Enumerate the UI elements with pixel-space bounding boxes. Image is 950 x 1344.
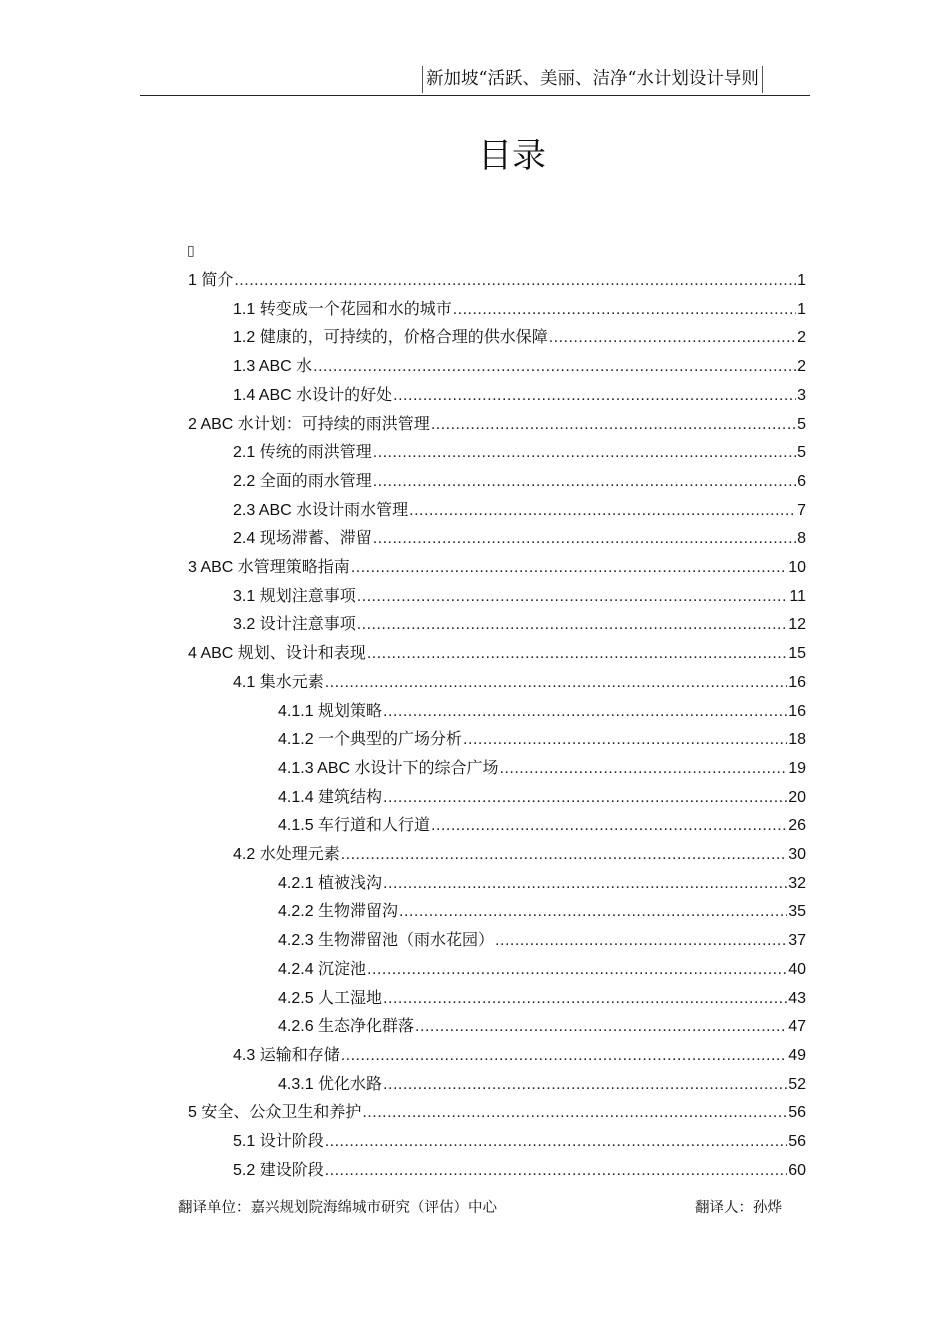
toc-entry-label: 2.3 ABC 水设计雨水管理 bbox=[233, 502, 409, 519]
toc-entry-page-number: 3 bbox=[797, 387, 806, 404]
toc-entry-page-number: 37 bbox=[788, 932, 806, 949]
toc-entry-label: 1 简介 bbox=[188, 272, 234, 289]
toc-entry-page-number: 8 bbox=[797, 530, 806, 547]
toc-entry-label: 3.2 设计注意事项 bbox=[233, 616, 356, 633]
toc-dot-leader bbox=[399, 898, 787, 926]
toc-entry[interactable] bbox=[233, 296, 806, 324]
toc-entry[interactable] bbox=[233, 439, 806, 467]
toc-entry-label: 2.1 传统的雨洪管理 bbox=[233, 444, 372, 461]
toc-entry-page-number: 26 bbox=[788, 817, 806, 834]
toc-entry-page-number: 49 bbox=[788, 1047, 806, 1064]
toc-entry-label: 5.2 建设阶段 bbox=[233, 1162, 324, 1179]
toc-entry-label: 1.2 健康的，可持续的，价格合理的供水保障 bbox=[233, 329, 548, 346]
toc-entry[interactable] bbox=[233, 382, 806, 410]
toc-dot-leader bbox=[383, 698, 787, 726]
toc-entry-label: 3 ABC 水管理策略指南 bbox=[188, 559, 350, 576]
toc-dot-leader bbox=[383, 870, 787, 898]
toc-dot-leader bbox=[463, 726, 787, 754]
toc-entry-page-number: 1 bbox=[797, 272, 806, 289]
toc-entry-page-number: 60 bbox=[788, 1162, 806, 1179]
toc-entry-page-number: 56 bbox=[788, 1133, 806, 1150]
running-header: 新加坡“活跃、美丽、洁净“水计划设计导则 bbox=[422, 66, 763, 93]
toc-entry-label: 4.3 运输和存储 bbox=[233, 1047, 340, 1064]
toc-entry-page-number: 12 bbox=[788, 616, 806, 633]
toc-entry[interactable] bbox=[278, 755, 806, 783]
toc-entry[interactable] bbox=[278, 1071, 806, 1099]
toc-entry-page-number: 52 bbox=[788, 1076, 806, 1093]
toc-entry[interactable] bbox=[188, 411, 806, 439]
toc-entry-label: 4.1.4 建筑结构 bbox=[278, 789, 383, 806]
toc-entry-label: 1.3 ABC 水 bbox=[233, 358, 313, 375]
toc-entry[interactable] bbox=[188, 640, 806, 668]
toc-field-marker-icon: ▯ bbox=[187, 243, 195, 259]
toc-dot-leader bbox=[373, 468, 796, 496]
toc-entry-page-number: 40 bbox=[788, 961, 806, 978]
toc-entry[interactable] bbox=[278, 726, 806, 754]
toc-dot-leader bbox=[325, 669, 788, 697]
toc-dot-leader bbox=[431, 411, 796, 439]
toc-dot-leader bbox=[415, 1013, 787, 1041]
toc-dot-leader bbox=[373, 439, 796, 467]
toc-dot-leader bbox=[500, 755, 788, 783]
toc-dot-leader bbox=[351, 554, 787, 582]
toc-dot-leader bbox=[341, 1042, 788, 1070]
toc-entry-label: 4.2.5 人工湿地 bbox=[278, 990, 383, 1007]
footer-translator: 翻译人：孙烨 bbox=[695, 1200, 782, 1216]
toc-entry[interactable] bbox=[233, 841, 806, 869]
toc-entry-page-number: 47 bbox=[788, 1018, 806, 1035]
toc-entry-page-number: 32 bbox=[788, 875, 806, 892]
toc-entry-page-number: 16 bbox=[788, 703, 806, 720]
toc-entry[interactable] bbox=[278, 927, 806, 955]
toc-dot-leader bbox=[362, 1099, 787, 1127]
toc-entry[interactable] bbox=[233, 583, 806, 611]
toc-entry-label: 4.1.3 ABC 水设计下的综合广场 bbox=[278, 760, 499, 777]
toc-entry-label: 4 ABC 规划、设计和表现 bbox=[188, 645, 366, 662]
toc-entry[interactable] bbox=[278, 784, 806, 812]
toc-entry-page-number: 56 bbox=[788, 1104, 806, 1121]
toc-dot-leader bbox=[409, 497, 796, 525]
toc-entry-page-number: 6 bbox=[797, 473, 806, 490]
toc-entry[interactable] bbox=[278, 812, 806, 840]
toc-entry-page-number: 7 bbox=[797, 502, 806, 519]
toc-entry[interactable] bbox=[278, 985, 806, 1013]
toc-entry-page-number: 18 bbox=[788, 731, 806, 748]
toc-dot-leader bbox=[383, 985, 787, 1013]
toc-entry-label: 4.3.1 优化水路 bbox=[278, 1076, 383, 1093]
toc-entry-label: 1.1 转变成一个花园和水的城市 bbox=[233, 301, 452, 318]
toc-entry[interactable] bbox=[233, 525, 806, 553]
toc-entry[interactable] bbox=[188, 554, 806, 582]
toc-entry[interactable] bbox=[233, 497, 806, 525]
toc-entry-page-number: 35 bbox=[788, 903, 806, 920]
toc-entry-label: 4.2.2 生物滞留沟 bbox=[278, 903, 399, 920]
toc-entry[interactable] bbox=[188, 1099, 806, 1127]
toc-entry-label: 2.2 全面的雨水管理 bbox=[233, 473, 372, 490]
toc-dot-leader bbox=[431, 812, 787, 840]
toc-entry-label: 5 安全、公众卫生和养护 bbox=[188, 1104, 362, 1121]
toc-dot-leader bbox=[373, 525, 796, 553]
toc-entry[interactable] bbox=[233, 669, 806, 697]
toc-entry-label: 4.2.3 生物滞留池（雨水花园） bbox=[278, 932, 495, 949]
toc-entry-label: 1.4 ABC 水设计的好处 bbox=[233, 387, 393, 404]
toc-entry-page-number: 19 bbox=[788, 760, 806, 777]
toc-entry-page-number: 2 bbox=[797, 358, 806, 375]
toc-dot-leader bbox=[549, 324, 796, 352]
toc-dot-leader bbox=[367, 956, 787, 984]
toc-entry[interactable] bbox=[278, 898, 806, 926]
toc-entry-page-number: 1 bbox=[797, 301, 806, 318]
toc-entry-label: 4.2.4 沉淀池 bbox=[278, 961, 367, 978]
toc-entry-label: 4.1.1 规划策略 bbox=[278, 703, 383, 720]
toc-entry-label: 2.4 现场滞蓄、滞留 bbox=[233, 530, 372, 547]
toc-entry[interactable] bbox=[233, 611, 806, 639]
toc-dot-leader bbox=[367, 640, 787, 668]
toc-entry-label: 4.1 集水元素 bbox=[233, 674, 324, 691]
header-rule bbox=[140, 95, 810, 96]
toc-dot-leader bbox=[453, 296, 796, 324]
toc-entry[interactable] bbox=[188, 267, 806, 295]
toc-dot-leader bbox=[341, 841, 788, 869]
toc-entry[interactable] bbox=[233, 1157, 806, 1185]
toc-dot-leader bbox=[495, 927, 787, 955]
toc-dot-leader bbox=[383, 1071, 787, 1099]
toc-entry-page-number: 16 bbox=[788, 674, 806, 691]
toc-entry-label: 4.1.2 一个典型的广场分析 bbox=[278, 731, 463, 748]
toc-entry-label: 4.2 水处理元素 bbox=[233, 846, 340, 863]
page-footer bbox=[178, 1197, 782, 1219]
toc-entry-label: 4.2.6 生态净化群落 bbox=[278, 1018, 415, 1035]
toc-entry[interactable] bbox=[278, 870, 806, 898]
toc-entry-page-number: 5 bbox=[797, 444, 806, 461]
toc-entry[interactable] bbox=[233, 468, 806, 496]
toc-entry-label: 4.2.1 植被浅沟 bbox=[278, 875, 383, 892]
toc-entry-label: 3.1 规划注意事项 bbox=[233, 588, 356, 605]
toc-entry[interactable] bbox=[278, 1013, 806, 1041]
toc-entry-label: 4.1.5 车行道和人行道 bbox=[278, 817, 431, 834]
toc-title: 目录 bbox=[478, 136, 546, 176]
footer-translation-unit: 翻译单位：嘉兴规划院海绵城市研究（评估）中心 bbox=[178, 1200, 497, 1216]
toc-dot-leader bbox=[325, 1157, 788, 1185]
toc-entry-page-number: 15 bbox=[788, 645, 806, 662]
toc-entry-page-number: 5 bbox=[797, 416, 806, 433]
toc-entry-page-number: 43 bbox=[788, 990, 806, 1007]
toc-dot-leader bbox=[325, 1128, 788, 1156]
toc-dot-leader bbox=[357, 583, 789, 611]
toc-entry-page-number: 10 bbox=[788, 559, 806, 576]
toc-entry[interactable] bbox=[233, 1128, 806, 1156]
toc-dot-leader bbox=[234, 267, 796, 295]
toc-dot-leader bbox=[383, 784, 787, 812]
toc-entry-page-number: 11 bbox=[789, 588, 806, 605]
toc-entry[interactable] bbox=[233, 1042, 806, 1070]
toc-entry-label: 5.1 设计阶段 bbox=[233, 1133, 324, 1150]
toc-dot-leader bbox=[393, 382, 796, 410]
toc-entry[interactable] bbox=[278, 698, 806, 726]
toc-entry-label: 2 ABC 水计划：可持续的雨洪管理 bbox=[188, 416, 430, 433]
toc-dot-leader bbox=[313, 353, 796, 381]
toc-entry[interactable] bbox=[233, 324, 806, 352]
toc-entry[interactable] bbox=[278, 956, 806, 984]
toc-entry-page-number: 30 bbox=[788, 846, 806, 863]
toc-entry-page-number: 2 bbox=[797, 329, 806, 346]
toc-entry-page-number: 20 bbox=[788, 789, 806, 806]
toc-entry[interactable] bbox=[233, 353, 806, 381]
toc-dot-leader bbox=[357, 611, 788, 639]
